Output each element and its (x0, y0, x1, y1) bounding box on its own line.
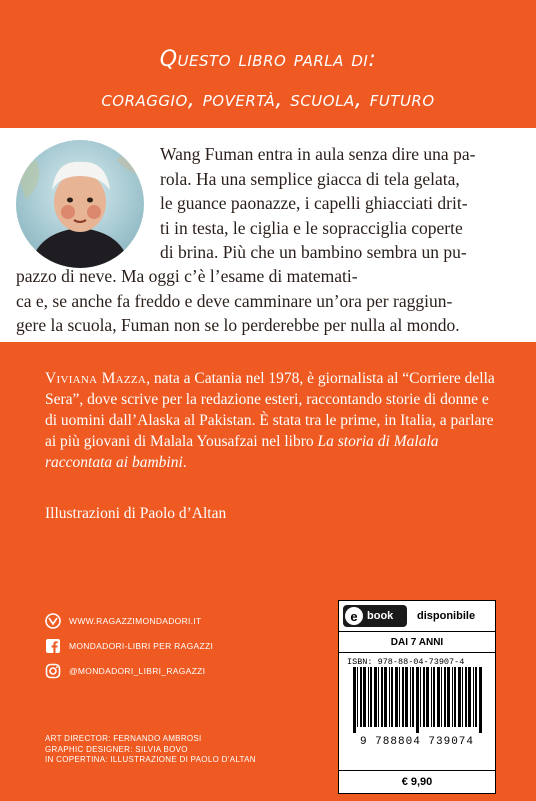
excerpt-line: ti in testa, le ciglia e le sopracciglia coperte (160, 217, 463, 238)
barcode-bar (389, 667, 390, 727)
barcode-bar (353, 667, 356, 733)
age-range: DAI 7 ANNI (339, 632, 495, 653)
barcode-bar (357, 667, 358, 727)
excerpt-band (0, 128, 536, 342)
barcode-bar (420, 667, 421, 727)
book-excerpt (160, 142, 520, 265)
author-name: Viviana Mazza (45, 370, 147, 387)
barcode-bar (374, 667, 377, 727)
excerpt-line: di brina. Più che un bambino sembra un pu- (160, 242, 467, 262)
barcode-bar (437, 667, 440, 727)
social-links (45, 610, 213, 685)
credit-line: IN COPERTINA: ILLUSTRAZIONE DI PAOLO D’ALTAN (45, 755, 256, 764)
excerpt-continued (16, 264, 520, 338)
ebook-available: disponibile (417, 610, 476, 622)
barcode-bar (473, 667, 474, 727)
barcode-bar (452, 667, 453, 727)
barcode-bar (433, 667, 435, 727)
barcode-bar (465, 667, 467, 727)
facebook-icon (45, 638, 61, 654)
barcode-bar (431, 667, 432, 727)
ebook-e-icon: e (345, 607, 363, 625)
header-line-1: Questo libro parla di: (159, 47, 377, 72)
credit-line: GRAPHIC DESIGNER: SILVIA BOVO (45, 744, 188, 754)
barcode-digits: 9 788804 739074 (359, 736, 475, 748)
portrait-illustration (16, 140, 144, 268)
barcode-bars (347, 667, 487, 733)
book-title: La storia di Malala raccontata ai bambini (45, 433, 439, 471)
excerpt-line: Wang Fuman entra in aula senza dire una pa- (160, 144, 476, 164)
barcode-bar (410, 667, 411, 727)
social-facebook-label: MONDADORI-LIBRI PER RAGAZZI (69, 641, 214, 651)
barcode-bar (458, 667, 461, 727)
barcode-bar (462, 667, 463, 727)
barcode-bar (378, 667, 379, 727)
credits (45, 734, 256, 766)
barcode-bar (447, 667, 450, 727)
barcode-bar (405, 667, 408, 727)
barcode-bar (479, 667, 482, 733)
barcode-bar (468, 667, 471, 727)
barcode (347, 667, 487, 748)
barcode-bar (441, 667, 442, 727)
isbn: ISBN: 978-88-04-73907-4 (347, 657, 465, 667)
barcode-bar (426, 667, 429, 727)
barcode-bar (363, 667, 366, 727)
social-website-label: WWW.RAGAZZIMONDADORI.IT (69, 616, 202, 626)
social-facebook[interactable] (45, 635, 213, 657)
excerpt-line: rola. Ha una semplice giacca di tela gelata, (160, 168, 460, 189)
author-bio (45, 368, 495, 473)
info-box (338, 600, 496, 794)
barcode-bar (454, 667, 456, 727)
website-icon (45, 613, 61, 629)
excerpt-line: le guance paonazze, i capelli ghiacciati drit- (160, 193, 468, 213)
price: € 9,90 (339, 770, 495, 793)
barcode-bar (416, 667, 419, 733)
ebook-badge (343, 605, 407, 627)
barcode-bar (444, 667, 446, 727)
barcode-bar (412, 667, 414, 727)
barcode-bar (423, 667, 425, 727)
barcode-bar (391, 667, 393, 727)
barcode-bar (395, 667, 398, 727)
social-instagram-label: @MONDADORI_LIBRI_RAGAZZI (69, 666, 206, 676)
barcode-bar (399, 667, 400, 727)
ebook-row (339, 601, 495, 632)
illustrations-credit: Illustrazioni di Paolo d’Altan (45, 505, 227, 522)
barcode-bar (402, 667, 404, 727)
barcode-bar (381, 667, 383, 727)
excerpt-line: ca e, se anche fa freddo e deve camminare un’ora per raggiun- (16, 290, 453, 311)
author-bio-text: , nata a Catania nel 1978, è giornalista al “Corriere della Sera”, dove scrive per la redazione esteri, raccontando storie di donne e di uomini dall’Alaska al Pakistan. È stata tra le prime, in Italia, a parlare ai più giovani di Malala Yousafzai nel libro (45, 370, 495, 450)
barcode-bar (360, 667, 362, 727)
ebook-label: book (367, 610, 394, 622)
header-line-2: coraggio, povertà, scuola, futuro (101, 87, 435, 112)
barcode-bar (384, 667, 387, 727)
excerpt-line: gere la scuola, Fuman non se lo perderebbe per nulla al mondo. (16, 315, 460, 335)
instagram-icon (45, 663, 61, 679)
author-bio-end: . (182, 454, 187, 471)
excerpt-line: pazzo di neve. Ma oggi c’è l’esame di matemati- (16, 266, 358, 286)
header (0, 0, 536, 128)
credit-line: ART DIRECTOR: FERNANDO AMBROSI (45, 734, 202, 743)
barcode-bar (368, 667, 369, 727)
barcode-bar (475, 667, 477, 727)
social-website[interactable] (45, 610, 213, 632)
social-instagram[interactable] (45, 660, 213, 682)
barcode-bar (370, 667, 372, 727)
